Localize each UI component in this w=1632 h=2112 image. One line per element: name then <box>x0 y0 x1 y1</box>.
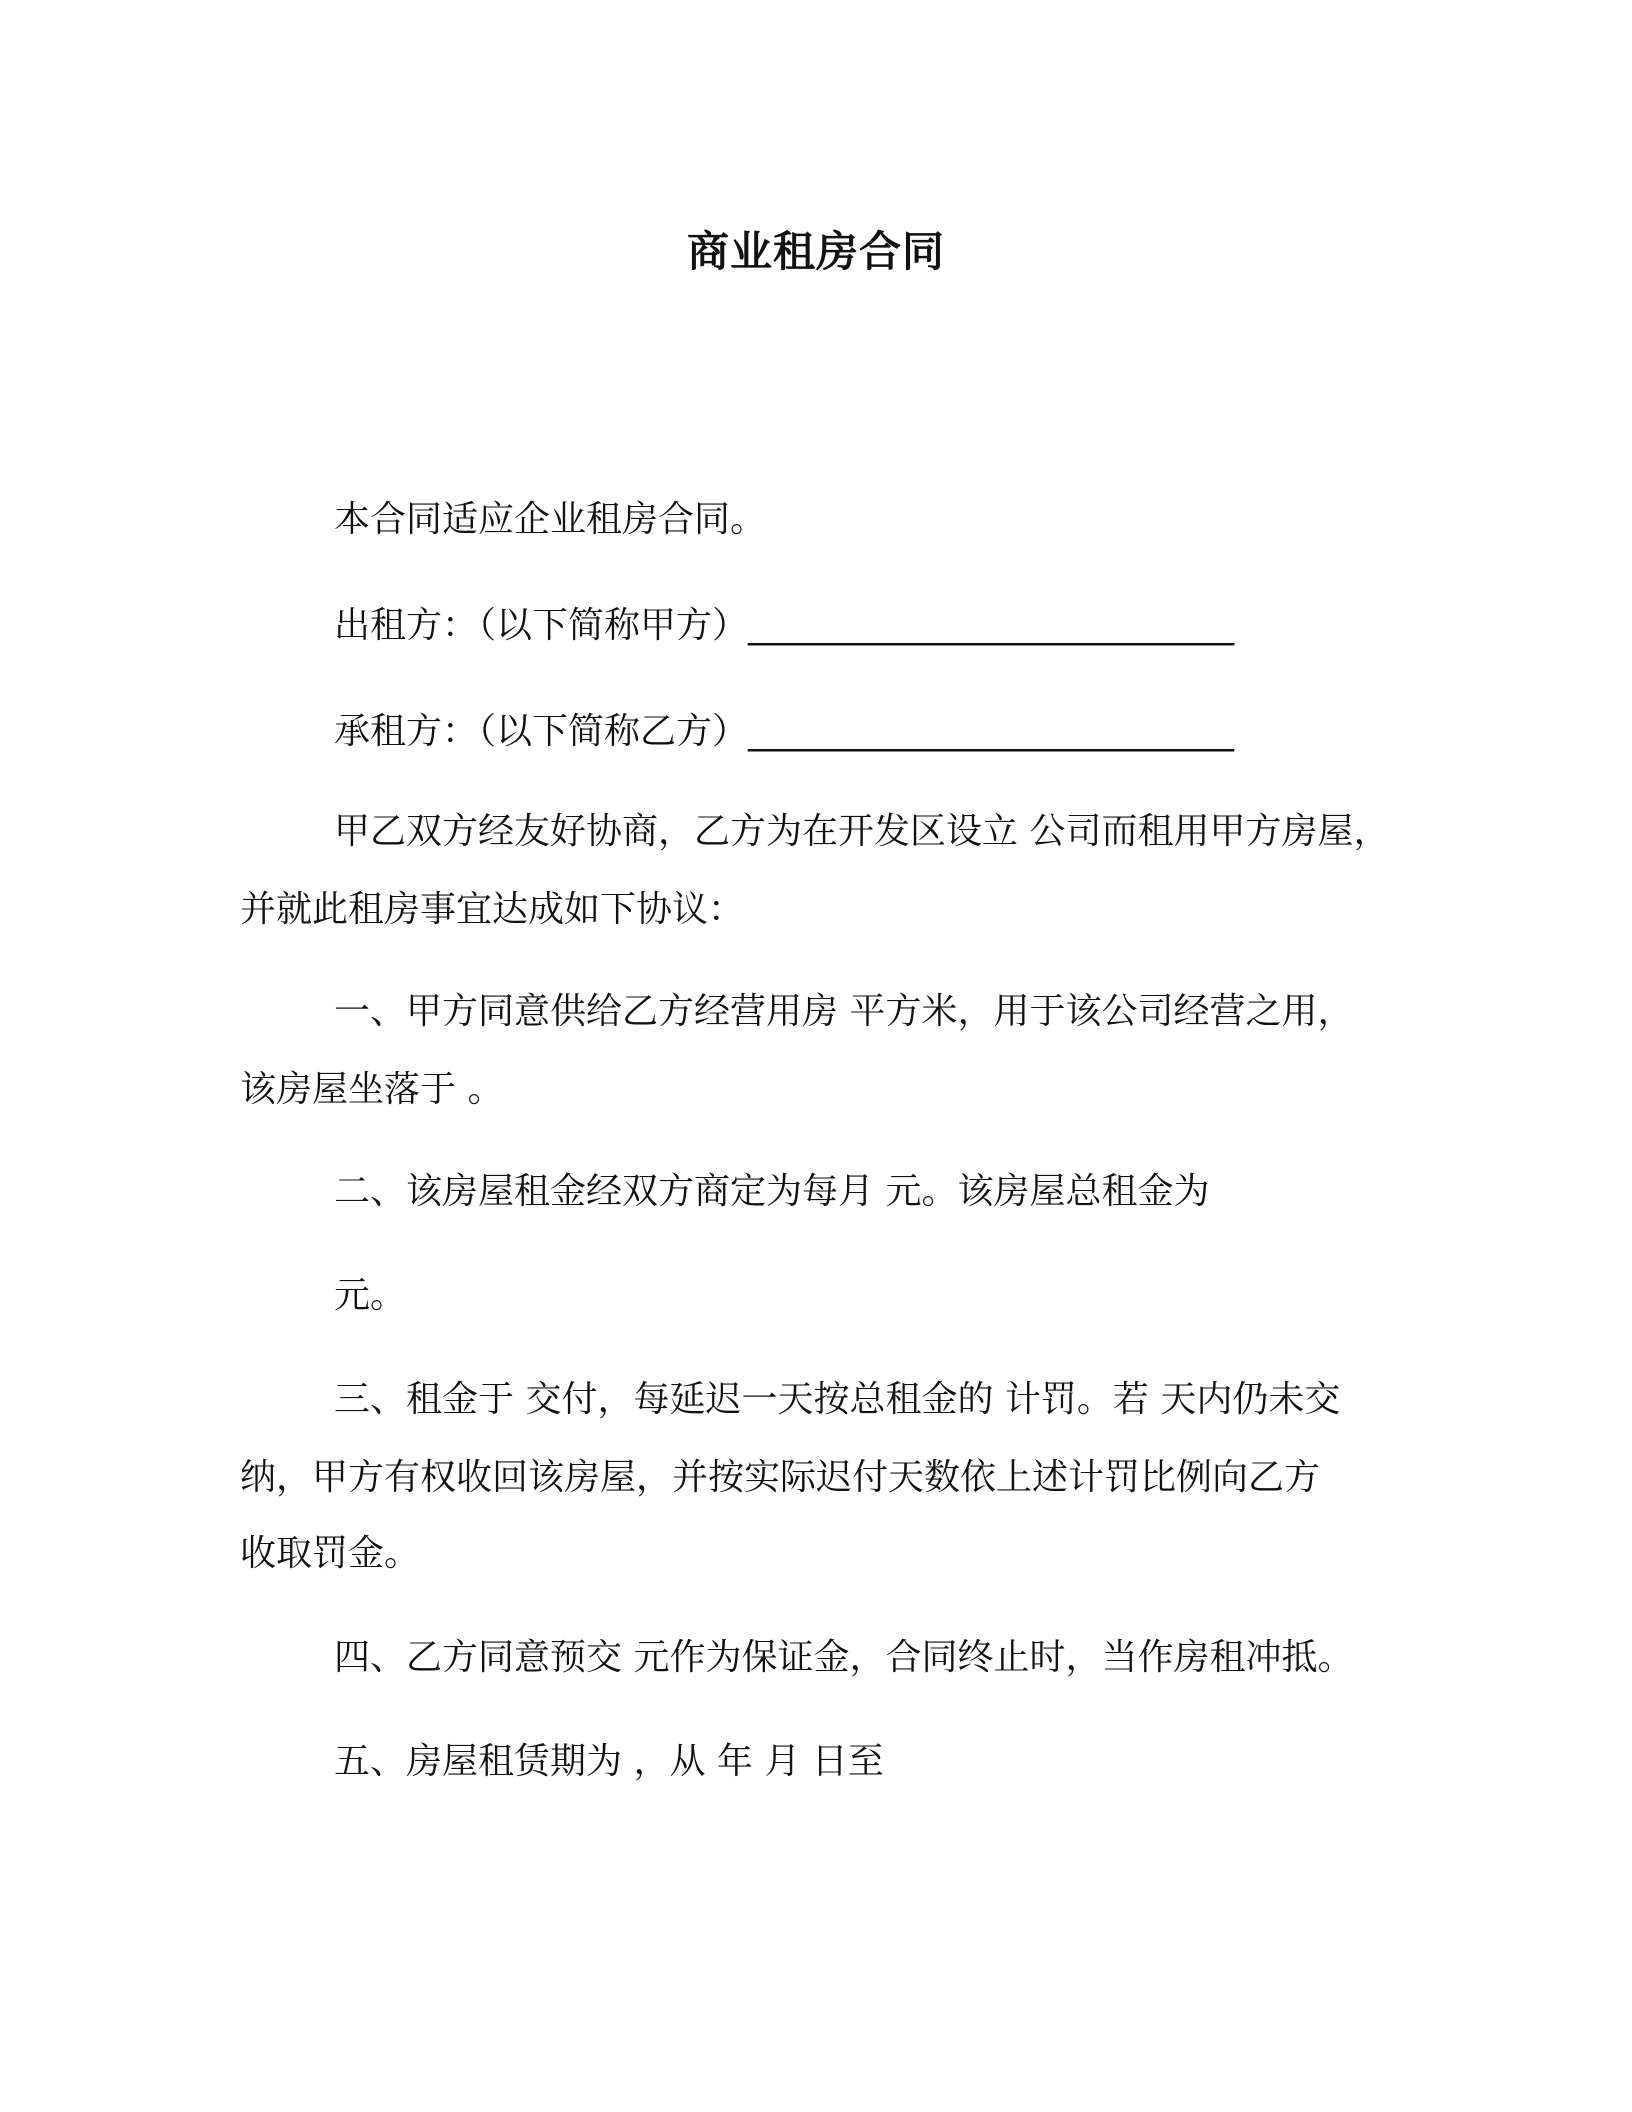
document-title: 商业租房合同 <box>686 227 945 276</box>
clause4-line: 四、乙方同意预交 元作为保证金，合同终止时，当作房租冲抵。 <box>334 1637 1354 1678</box>
lessee-line: 承租方：（以下简称乙方）___________________________ <box>334 711 1235 752</box>
clause2-line-1: 二、该房屋租金经双方商定为每月 元。该房屋总租金为 <box>334 1171 1210 1212</box>
intro-text: 本合同适应企业租房合同。 <box>334 499 767 540</box>
clause3-line-1: 三、租金于 交付，每延迟一天按总租金的 计罚。若 天内仍未交 <box>334 1379 1341 1420</box>
clause3-line-3: 收取罚金。 <box>240 1533 421 1574</box>
preamble-line-2: 并就此租房事宜达成如下协议： <box>240 889 745 930</box>
preamble-line-1: 甲乙双方经友好协商，乙方为在开发区设立 公司而租用甲方房屋， <box>334 811 1390 852</box>
clause2-line-2: 元。 <box>334 1275 407 1316</box>
clause1-line-1: 一、甲方同意供给乙方经营用房 平方米，用于该公司经营之用， <box>334 991 1354 1032</box>
clause1-line-2: 该房屋坐落于 。 <box>240 1069 504 1110</box>
lessor-line: 出租方：（以下简称甲方）___________________________ <box>334 605 1235 646</box>
clause3-line-2: 纳，甲方有权收回该房屋，并按实际迟付天数依上述计罚比例向乙方 <box>240 1457 1321 1498</box>
clause5-line: 五、房屋租赁期为 ，从 年 月 日至 <box>334 1741 884 1782</box>
